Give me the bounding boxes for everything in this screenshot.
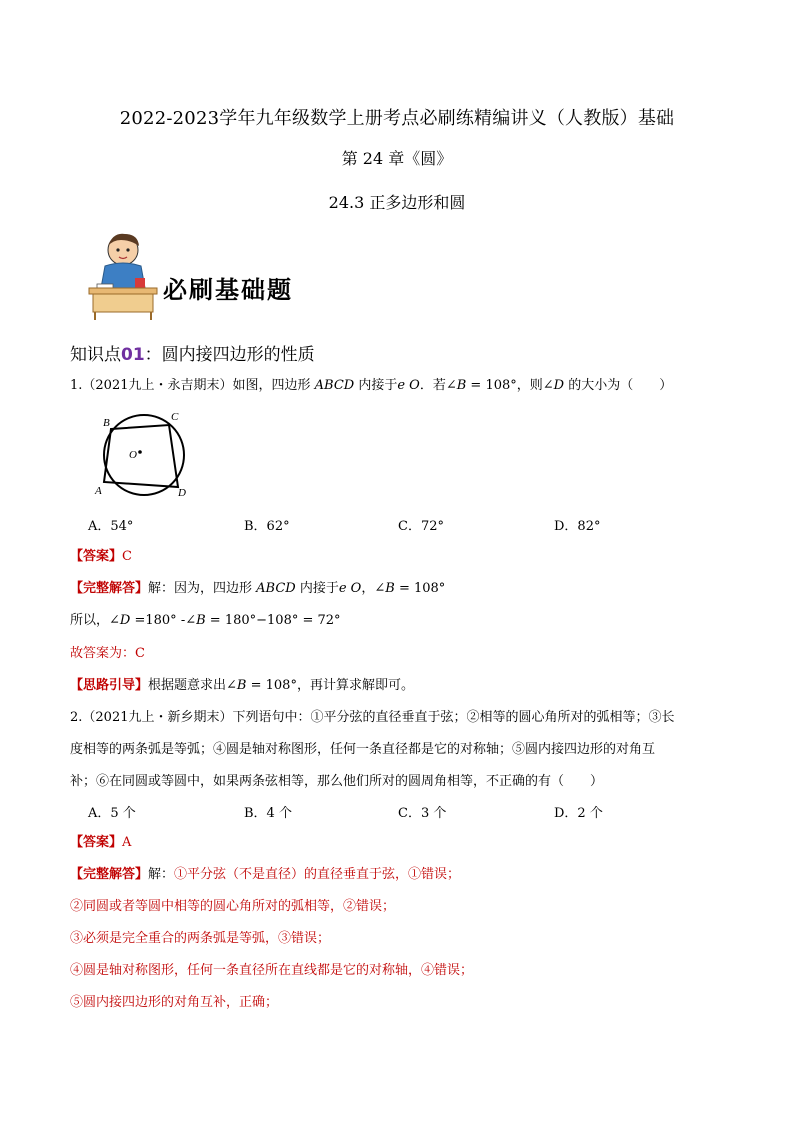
q2-solution-line-2: ②同圆或者等圆中相等的圆心角所对的弧相等，②错误； xyxy=(70,899,396,914)
label-o: O xyxy=(129,449,137,461)
answer-tag: 【答案】 xyxy=(70,549,123,564)
kp-prefix: 知识点 xyxy=(70,345,121,365)
solution-var: D xyxy=(119,613,131,628)
solution-text: 内接于 xyxy=(295,581,339,596)
q1-text: 如图，四边形 xyxy=(232,378,315,393)
label-a: A xyxy=(95,485,102,497)
solution-text: =180° -∠ xyxy=(130,613,197,628)
q1-source: （2021九上・永吉期末） xyxy=(82,378,233,393)
q2-text: 下列语句中：①平分弦的直径垂直于弦；②相等的圆心角所对的弧相等；③长 xyxy=(232,710,675,725)
hint-text: = 108°，再计算求解即可。 xyxy=(246,678,414,693)
q1-var: D xyxy=(553,378,565,393)
hint-text: 根据题意求出∠ xyxy=(148,678,237,693)
solution-text: ，∠ xyxy=(361,581,386,596)
document-title: 2022-2023学年九年级数学上册考点必刷练精编讲义（人教版）基础 xyxy=(119,108,675,129)
solution-var: B xyxy=(385,581,395,596)
solution-text: = 108° xyxy=(394,581,446,596)
hint-var: B xyxy=(236,678,247,693)
label-c: C xyxy=(171,411,179,423)
q2-option-d: D．2 个 xyxy=(554,806,603,821)
q1-text: ．若∠ xyxy=(419,378,457,393)
q1-figure xyxy=(94,408,190,498)
q1-text: = 108°，则∠ xyxy=(466,378,554,393)
q2-number: 2. xyxy=(70,710,83,725)
q1-solution-line-1 xyxy=(70,580,445,598)
q1-solution-line-3: 故答案为：C xyxy=(70,646,145,661)
label-d: D xyxy=(178,487,186,498)
q1-option-b: B．62° xyxy=(244,519,290,534)
section-title: 24.3 正多边形和圆 xyxy=(328,193,466,212)
q2-solution-line-3: ③必须是完全重合的两条弧是等弧，③错误； xyxy=(70,931,331,946)
student-desk-icon xyxy=(83,228,163,320)
q1-text: 的大小为（ ） xyxy=(564,378,673,393)
q2-stem-line-2: 度相等的两条弧是等弧；④圆是轴对称图形，任何一条直径都是它的对称轴；⑤圆内接四边形的对角互 xyxy=(70,742,656,757)
q1-option-c: C．72° xyxy=(398,519,444,534)
solution-tag: 【完整解答】 xyxy=(70,867,149,882)
q2-option-a: A．5 个 xyxy=(88,806,136,821)
q2-option-c: C．3 个 xyxy=(398,806,447,821)
q1-hint xyxy=(70,677,414,695)
label-b: B xyxy=(103,417,110,429)
solution-tag: 【完整解答】 xyxy=(70,581,149,596)
solution-text: 解：因为，四边形 xyxy=(148,581,257,596)
solution-var: ABCD xyxy=(256,581,296,596)
q1-answer xyxy=(70,548,132,566)
banner xyxy=(83,228,343,320)
q1-option-d: D．82° xyxy=(554,519,601,534)
hint-tag: 【思路引导】 xyxy=(70,678,149,693)
q2-solution-line-5: ⑤圆内接四边形的对角互补，正确； xyxy=(70,995,279,1010)
q1-stem xyxy=(70,377,672,395)
solution-text: ①平分弦（不是直径）的直径垂直于弦，①错误； xyxy=(174,867,461,882)
q2-stem-line-1 xyxy=(70,709,675,727)
q1-var: B xyxy=(456,378,467,393)
answer-value: A xyxy=(122,835,132,850)
banner-text: 必刷基础题 xyxy=(163,276,293,304)
knowledge-point-heading xyxy=(70,340,315,365)
q1-solution-line-2 xyxy=(70,612,341,630)
q1-number: 1. xyxy=(70,378,83,393)
kp-title: ：圆内接四边形的性质 xyxy=(144,345,315,365)
q2-solution-line-1 xyxy=(70,866,460,884)
answer-value: C xyxy=(122,549,132,564)
q1-option-a: A．54° xyxy=(88,519,134,534)
solution-var: e O xyxy=(338,581,362,596)
q2-stem-line-3: 补；⑥在同圆或等圆中，如果两条弦相等，那么他们所对的圆周角相等，不正确的有（ ） xyxy=(70,774,604,789)
solution-text: = 180°−108° = 72° xyxy=(205,613,341,628)
q1-text: 内接于 xyxy=(354,378,398,393)
q2-answer xyxy=(70,834,131,852)
chapter-title: 第 24 章《圆》 xyxy=(341,149,453,168)
solution-text: 所以，∠ xyxy=(70,613,120,628)
solution-text: 解： xyxy=(148,867,175,882)
solution-var: B xyxy=(196,613,206,628)
q2-solution-line-4: ④圆是轴对称图形，任何一条直径所在直线都是它的对称轴，④错误； xyxy=(70,963,474,978)
q1-var: ABCD xyxy=(314,378,355,393)
q2-source: （2021九上・新乡期末） xyxy=(82,710,233,725)
q2-option-b: B．4 个 xyxy=(244,806,292,821)
kp-number: 01 xyxy=(121,345,145,365)
answer-tag: 【答案】 xyxy=(70,835,123,850)
q1-var: e O xyxy=(397,378,420,393)
